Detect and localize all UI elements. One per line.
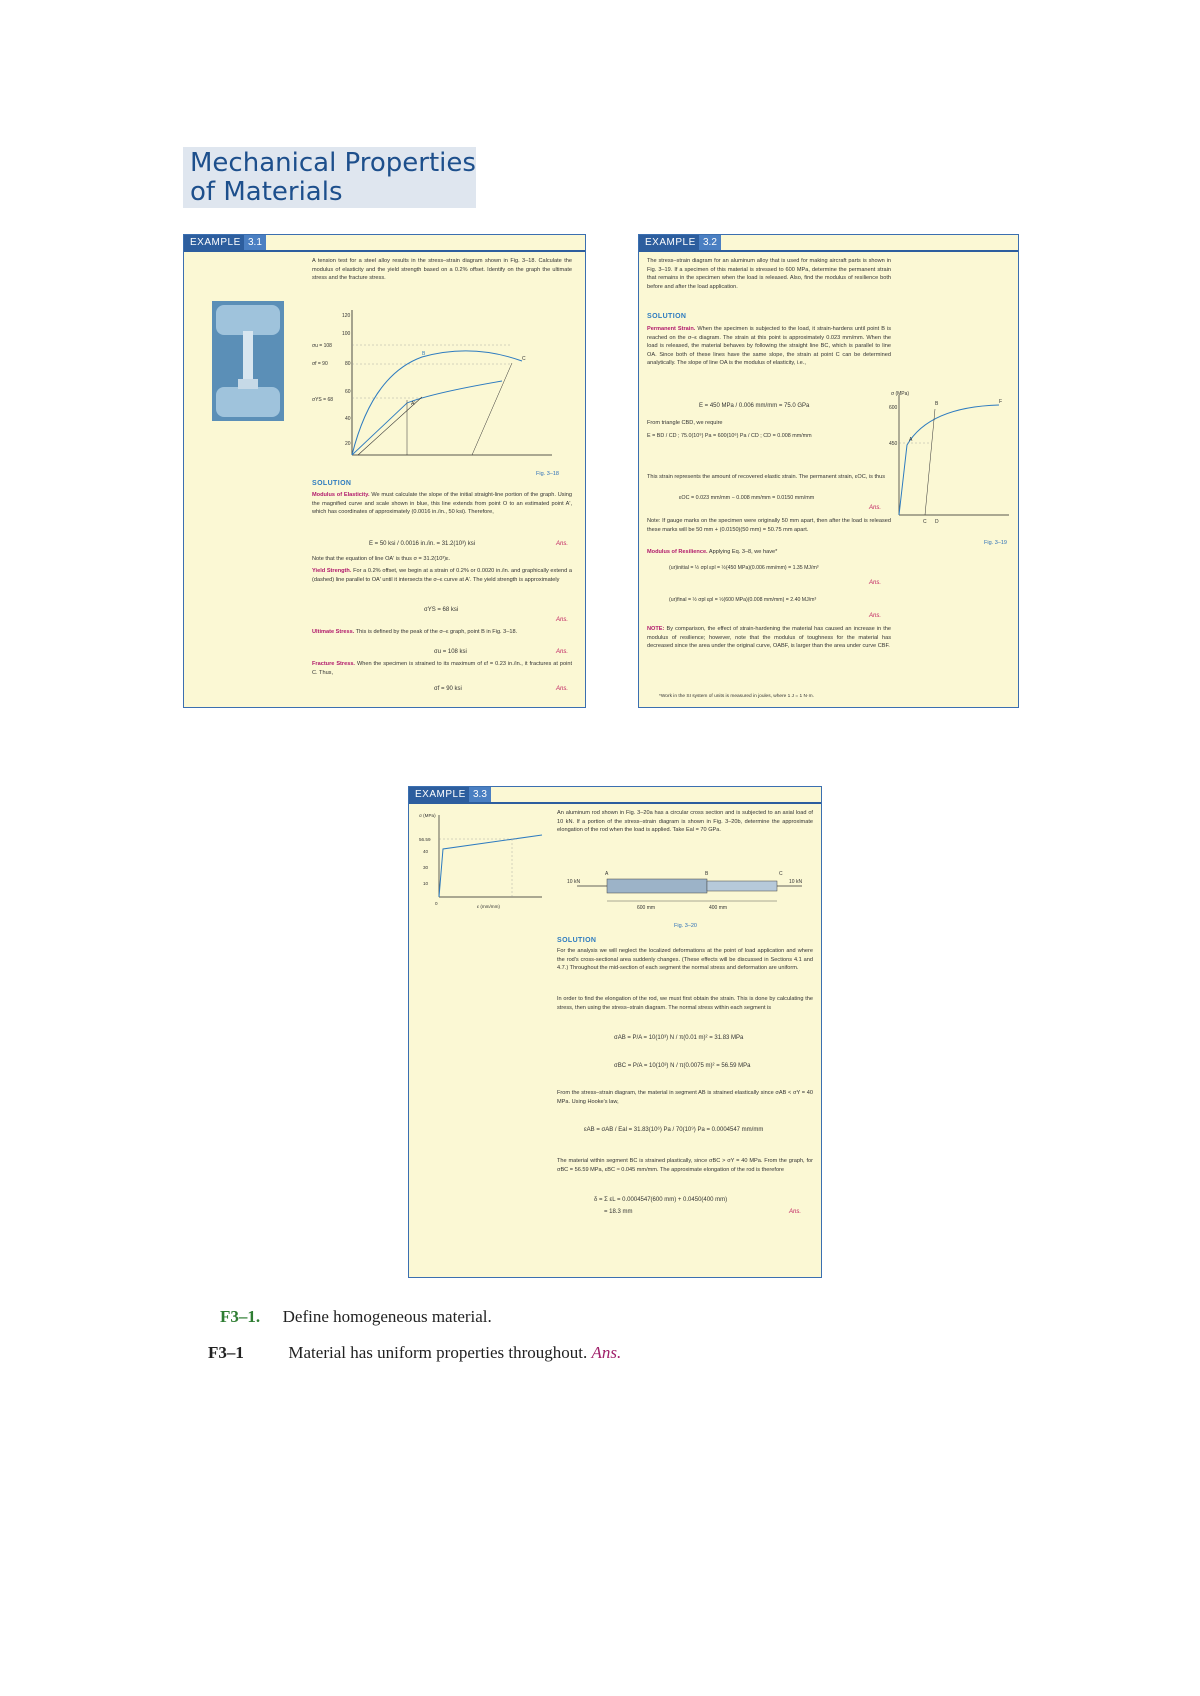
answer-elongation: Ans. (789, 1209, 802, 1215)
svg-text:σ (MPa): σ (MPa) (419, 813, 436, 818)
svg-text:C: C (779, 871, 783, 877)
svg-text:120: 120 (342, 313, 351, 319)
stress-strain-diagram (312, 305, 562, 465)
fig-3-20-label: Fig. 3–20 (674, 923, 697, 929)
answer-resilience-initial: Ans. (869, 580, 882, 586)
svg-text:ε (mm/mm): ε (mm/mm) (477, 904, 500, 909)
footnote: *Work in the SI system of units is measured in joules, where 1 J = 1 N·m. (659, 694, 814, 699)
yield-heading: Yield Strength. (312, 568, 352, 574)
svg-text:30: 30 (423, 865, 429, 870)
load-label-right: 10 kN (789, 879, 803, 885)
gauge-note: Note: If gauge marks on the specimen were originally 50 mm apart, then after the load is released these marks will be 50 mm + (0.0150)(50 mm) = 50.75 mm apart. (647, 518, 891, 533)
modulus-equation: E = 450 MPa / 0.006 mm/mm = 75.0 GPa (699, 403, 810, 409)
fig-3-19-label: Fig. 3–19 (984, 540, 1007, 546)
answer-permanent: Ans. (869, 505, 882, 511)
answer-marker: Ans. (591, 1343, 622, 1362)
fracture-equation: σf = 90 ksi (434, 686, 462, 692)
resilience-final: (ur)final = ½ σpl εpl = ½(600 MPa)(0.008 mm/mm) = 2.40 MJ/m³ (669, 597, 817, 603)
fig-3-18-label: Fig. 3–18 (536, 471, 559, 477)
order-text: In order to find the elongation of the rod, we must first obtain the strain. This is done by calculating the stress, then using the stress–strain diagram. The normal stress within each segment is (557, 996, 813, 1011)
cbd-equation: E = BD / CD ; 75.0(10⁹) Pa = 600(10⁶) Pa / CD ; CD = 0.008 mm/mm (647, 433, 812, 439)
triangle-text: From triangle CBD, we require (647, 420, 723, 426)
question-number: F3–1. (220, 1307, 261, 1326)
label-ultimate: σu = 108 (312, 343, 332, 349)
ultimate-text: This is defined by the peak of the σ–ε graph, point B in Fig. 3–18. (355, 629, 518, 635)
note-heading: NOTE: (647, 626, 665, 632)
svg-text:60: 60 (345, 389, 351, 395)
load-label-left: 10 kN (567, 879, 581, 885)
svg-text:56.59: 56.59 (419, 837, 431, 842)
svg-text:10: 10 (423, 881, 429, 886)
svg-text:600: 600 (889, 405, 898, 411)
example-number: 3.1 (244, 235, 266, 250)
modulus-heading: Modulus of Elasticity. (312, 492, 370, 498)
stress-bc-equation: σBC = P/A = 10(10³) N / π(0.0075 m)² = 56.59 MPa (614, 1063, 751, 1069)
example-tag: EXAMPLE (184, 235, 247, 250)
svg-text:F: F (999, 399, 1003, 405)
yield-text: For a 0.2% offset, we begin at a strain of 0.2% or 0.0020 in./in. and graphically extend a (dashed) line parallel to OA' until it intersects the σ–ε curve at A'. The yield strength is approximately (312, 568, 572, 583)
elongation-equation: δ = Σ εL = 0.0004547(600 mm) + 0.0450(400 mm) (594, 1197, 728, 1203)
exercise-question (220, 1307, 492, 1327)
svg-text:20: 20 (345, 441, 351, 447)
svg-text:D: D (935, 519, 939, 525)
permanent-strain-equation: εOC = 0.023 mm/mm − 0.008 mm/mm = 0.0150 mm/mm (679, 495, 815, 501)
note-text: By comparison, the effect of strain-hardening the material has caused an increase in the modulus of resilience; however, note that the modulus of toughness for the material has decreased since the area under the original curve, OABF, is larger than the area under curve CBF. (647, 626, 891, 650)
answer-number: F3–1 (208, 1343, 244, 1362)
example-tag: EXAMPLE (409, 787, 472, 802)
resilience-text: Applying Eq. 3–8, we have* (708, 549, 778, 555)
svg-text:40: 40 (423, 849, 429, 854)
example3-intro: An aluminum rod shown in Fig. 3–20a has a circular cross section and is subjected to an axial load of 10 kN. If a portion of the stress–strain diagram is shown in Fig. 3–20b, determine the approximate elongation of the rod when the load is applied. Take Eal = 70 GPa. (557, 810, 813, 834)
example-header (639, 235, 1018, 252)
title-line-2: of Materials (190, 177, 343, 207)
svg-text:A: A (909, 437, 913, 443)
elongation-result: = 18.3 mm (604, 1209, 633, 1215)
svg-text:450: 450 (889, 441, 898, 447)
svg-text:B: B (705, 871, 709, 877)
example1-solution-heading: SOLUTION (312, 480, 352, 487)
example-3-1-panel (183, 234, 586, 708)
resilience-initial: (ur)initial = ½ σpl εpl = ½(450 MPa)(0.006 mm/mm) = 1.35 MJ/m³ (669, 565, 819, 571)
permanent-strain-text: When the specimen is subjected to the load, it strain-hardens until point B is reached on the σ–ε diagram. The strain at this point is approximately 0.023 mm/mm. When the load is released, the material behaves by following the straight line BC, which is parallel to line OA. Since both of these lines have the same slope, the strain at point C can be determined analytically. The slope of line OA is the modulus of elasticity, i.e., (647, 326, 891, 367)
example-number: 3.3 (469, 787, 491, 802)
example1-intro: A tension test for a steel alloy results in the stress–strain diagram shown in Fig. 3–18. Calculate the modulus of elasticity and the yield strength based on a 0.2% offset. Identify on the graph the ultimate stress and the fracture stress. (312, 258, 572, 282)
question-text: Define homogeneous material. (282, 1307, 492, 1326)
stress-ab-equation: σAB = P/A = 10(10³) N / π(0.01 m)² = 31.83 MPa (614, 1035, 744, 1041)
solution-text: For the analysis we will neglect the localized deformations at the point of load application and where the rod's cross-sectional area suddenly changes. (These effects will be discussed in Sections 4.1 and 4.7.) Throughout the mid-section of each segment the normal stress and deformation are uniform. (557, 948, 813, 972)
hooke-equation: εAB = σAB / Eal = 31.83(10⁶) Pa / 70(10⁹) Pa = 0.0004547 mm/mm (584, 1127, 764, 1133)
answer-modulus: Ans. (556, 541, 569, 547)
modulus-text: We must calculate the slope of the initial straight-line portion of the graph. Using the magnified curve and scale shown in blue, this line extends from point O to an estimated point A', which has coordinates of approximately (0.0016 in./in., 50 ksi). Therefore, (312, 492, 572, 516)
example-header (184, 235, 585, 252)
svg-text:C: C (923, 519, 927, 525)
answer-fracture: Ans. (556, 686, 569, 692)
modulus-equation: E = 50 ksi / 0.0016 in./in. = 31.2(10³) ksi (369, 541, 476, 547)
answer-ultimate: Ans. (556, 649, 569, 655)
answer-text: Material has uniform properties throughout. (288, 1343, 588, 1362)
segment-ab-length: 600 mm (637, 905, 656, 911)
example-number: 3.2 (699, 235, 721, 250)
aluminum-stress-strain-diagram (889, 385, 1014, 535)
aluminum-rod-drawing (557, 859, 813, 917)
svg-text:0: 0 (435, 901, 438, 906)
from-diagram-text: From the stress–strain diagram, the material in segment AB is strained elastically since σAB < σY = 40 MPa. Using Hooke's law, (557, 1090, 813, 1105)
fracture-text: When the specimen is strained to its maximum of εf = 0.23 in./in., it fractures at point C. Thus, (312, 661, 572, 676)
svg-text:σ (MPa): σ (MPa) (891, 391, 910, 397)
example-header (409, 787, 821, 804)
aluminum-rod-stress-strain-diagram (417, 809, 545, 909)
title-line-1: Mechanical Properties (190, 148, 476, 178)
specimen-photo (212, 301, 284, 421)
plastic-text: The material within segment BC is strained plastically, since σBC > σY = 40 MPa. From the graph, for σBC = 56.59 MPa, εBC ≈ 0.045 mm/mm. The approximate elongation of the rod is therefore (557, 1158, 813, 1173)
permanent-strain-heading: Permanent Strain. (647, 326, 696, 332)
example-tag: EXAMPLE (639, 235, 702, 250)
label-yield: σYS = 68 (312, 397, 334, 403)
svg-text:40: 40 (345, 416, 351, 422)
resilience-heading: Modulus of Resilience. (647, 549, 708, 555)
strain-text: This strain represents the amount of recovered elastic strain. The permanent strain, εOC, is thus (647, 474, 886, 480)
segment-bc-length: 400 mm (709, 905, 728, 911)
svg-text:B: B (935, 401, 939, 407)
ultimate-equation: σu = 108 ksi (434, 649, 467, 655)
svg-text:C: C (522, 356, 526, 362)
svg-text:B: B (422, 351, 426, 357)
example2-solution-heading: SOLUTION (647, 313, 687, 320)
svg-text:A': A' (411, 401, 416, 407)
label-fracture: σf = 90 (312, 361, 328, 367)
svg-text:A: A (605, 871, 609, 877)
answer-resilience-final: Ans. (869, 613, 882, 619)
example3-solution-heading: SOLUTION (557, 937, 597, 944)
note-line: Note that the equation of line OA' is thus σ = 31.2(10³)ε. (312, 556, 451, 562)
fracture-heading: Fracture Stress. (312, 661, 355, 667)
example-3-3-panel (408, 786, 822, 1278)
section-title (183, 147, 476, 208)
svg-text:80: 80 (345, 361, 351, 367)
yield-equation: σYS = 68 ksi (424, 607, 459, 613)
exercise-answer (208, 1343, 621, 1363)
answer-yield: Ans. (556, 617, 569, 623)
example-3-2-panel (638, 234, 1019, 708)
example2-intro: The stress–strain diagram for an aluminum alloy that is used for making aircraft parts is shown in Fig. 3–19. If a specimen of this material is stressed to 600 MPa, determine the permanent strain that remains in the specimen when the load is released. Also, find the modulus of resilience both before and after the load application. (647, 258, 891, 290)
svg-text:100: 100 (342, 331, 351, 337)
ultimate-heading: Ultimate Stress. (312, 629, 355, 635)
